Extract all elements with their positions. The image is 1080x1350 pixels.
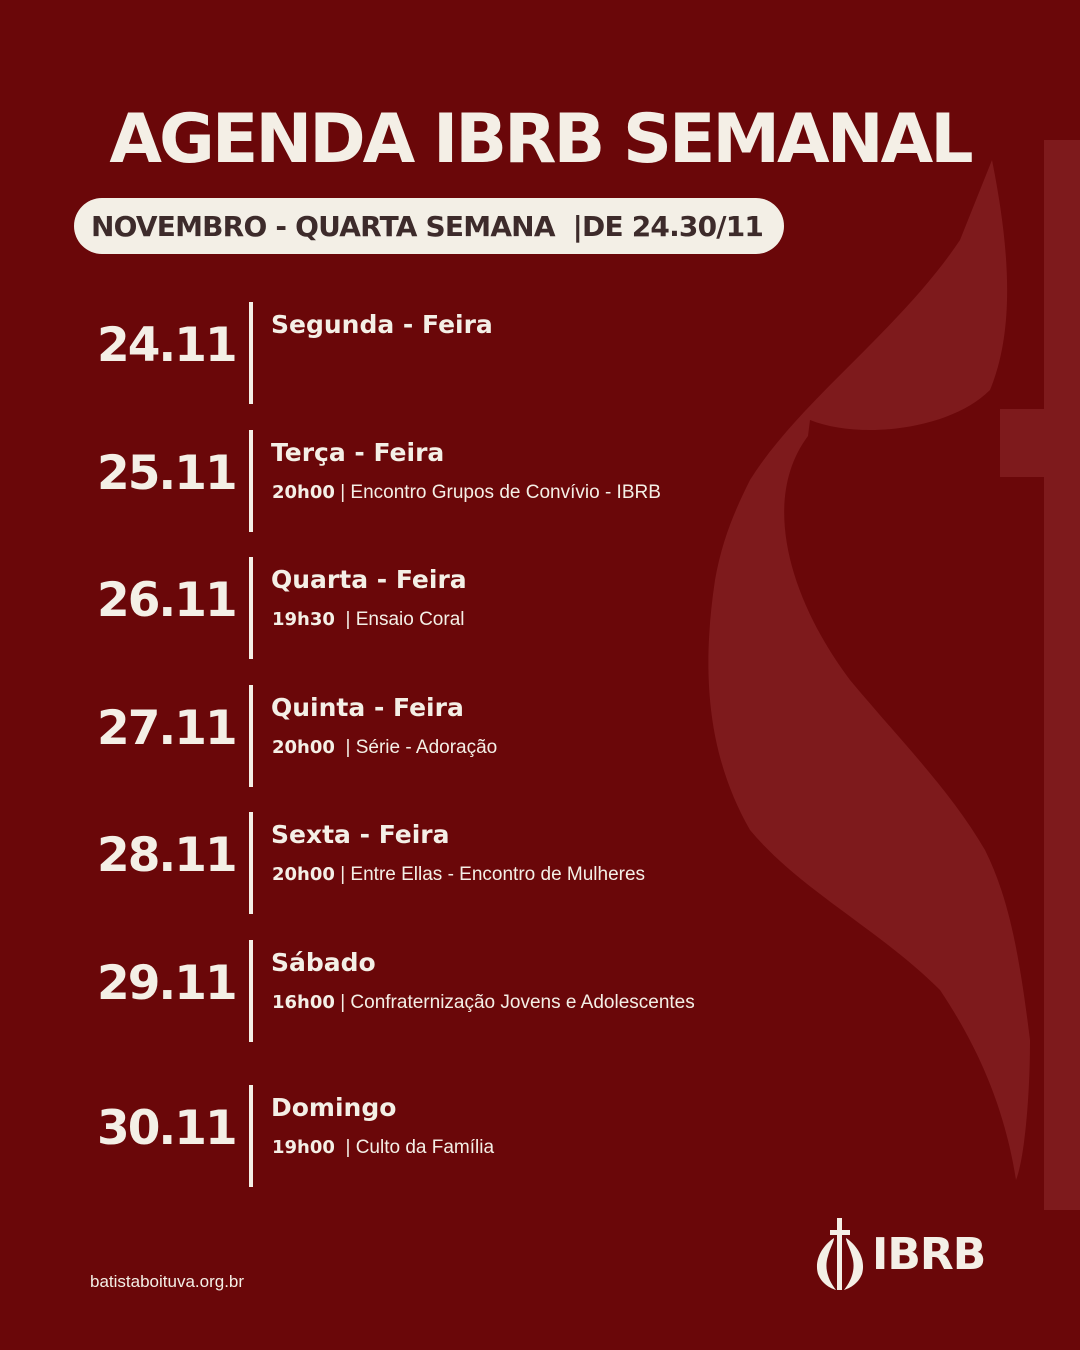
day-divider <box>249 1085 253 1187</box>
day-date: 30.11 <box>97 1101 236 1156</box>
schedule-day <box>0 812 1080 914</box>
day-divider <box>249 940 253 1042</box>
day-divider <box>249 812 253 914</box>
day-divider <box>249 557 253 659</box>
event-time: 20h00 <box>272 482 335 503</box>
event-description: Entre Ellas - Encontro de Mulheres <box>350 864 646 885</box>
event-description: Encontro Grupos de Convívio - IBRB <box>350 482 661 503</box>
day-name: Sábado <box>271 948 376 977</box>
event-time: 16h00 <box>272 992 335 1013</box>
day-name: Quarta - Feira <box>271 565 467 594</box>
day-divider <box>249 430 253 532</box>
day-date: 27.11 <box>97 701 236 756</box>
event-separator: | <box>334 992 351 1013</box>
day-name: Domingo <box>271 1093 397 1122</box>
week-subtitle-pill <box>74 198 784 254</box>
day-divider <box>249 685 253 787</box>
day-name: Quinta - Feira <box>271 693 464 722</box>
day-name: Sexta - Feira <box>271 820 450 849</box>
logo-text: IBRB <box>872 1228 986 1280</box>
schedule-day <box>0 940 1080 1042</box>
schedule-day <box>0 557 1080 659</box>
schedule-day <box>0 302 1080 404</box>
event-description: Ensaio Coral <box>355 609 465 630</box>
day-event <box>272 864 645 886</box>
schedule-day <box>0 430 1080 532</box>
day-date: 28.11 <box>97 828 236 883</box>
schedule-day <box>0 1085 1080 1187</box>
event-time: 19h00 <box>272 1137 335 1158</box>
event-description: Culto da Família <box>355 1137 495 1158</box>
ibrb-logo <box>812 1216 985 1292</box>
day-date: 24.11 <box>97 318 236 373</box>
day-divider <box>249 302 253 404</box>
event-time: 20h00 <box>272 864 335 885</box>
day-event <box>272 482 661 504</box>
schedule-day <box>0 685 1080 787</box>
event-time: 19h30 <box>272 609 335 630</box>
event-description: Confraternização Jovens e Adolescentes <box>350 992 695 1013</box>
day-date: 29.11 <box>97 956 236 1011</box>
day-event <box>272 1137 494 1159</box>
day-event <box>272 737 497 759</box>
flame-cross-icon <box>812 1216 868 1292</box>
day-date: 26.11 <box>97 573 236 628</box>
event-separator: | <box>334 1137 356 1158</box>
event-time: 20h00 <box>272 737 335 758</box>
page-title: AGENDA IBRB SEMANAL <box>109 100 971 179</box>
week-subtitle-text: NOVEMBRO - QUARTA SEMANA |DE 24.30/11 <box>91 209 764 243</box>
day-date: 25.11 <box>97 446 236 501</box>
day-name: Segunda - Feira <box>271 310 493 339</box>
day-event <box>272 609 464 631</box>
event-separator: | <box>334 864 351 885</box>
event-separator: | <box>334 737 356 758</box>
day-name: Terça - Feira <box>271 438 445 467</box>
day-event <box>272 992 695 1014</box>
event-separator: | <box>334 482 351 503</box>
website-url: batistaboituva.org.br <box>90 1272 245 1291</box>
event-description: Série - Adoração <box>355 737 498 758</box>
event-separator: | <box>334 609 356 630</box>
